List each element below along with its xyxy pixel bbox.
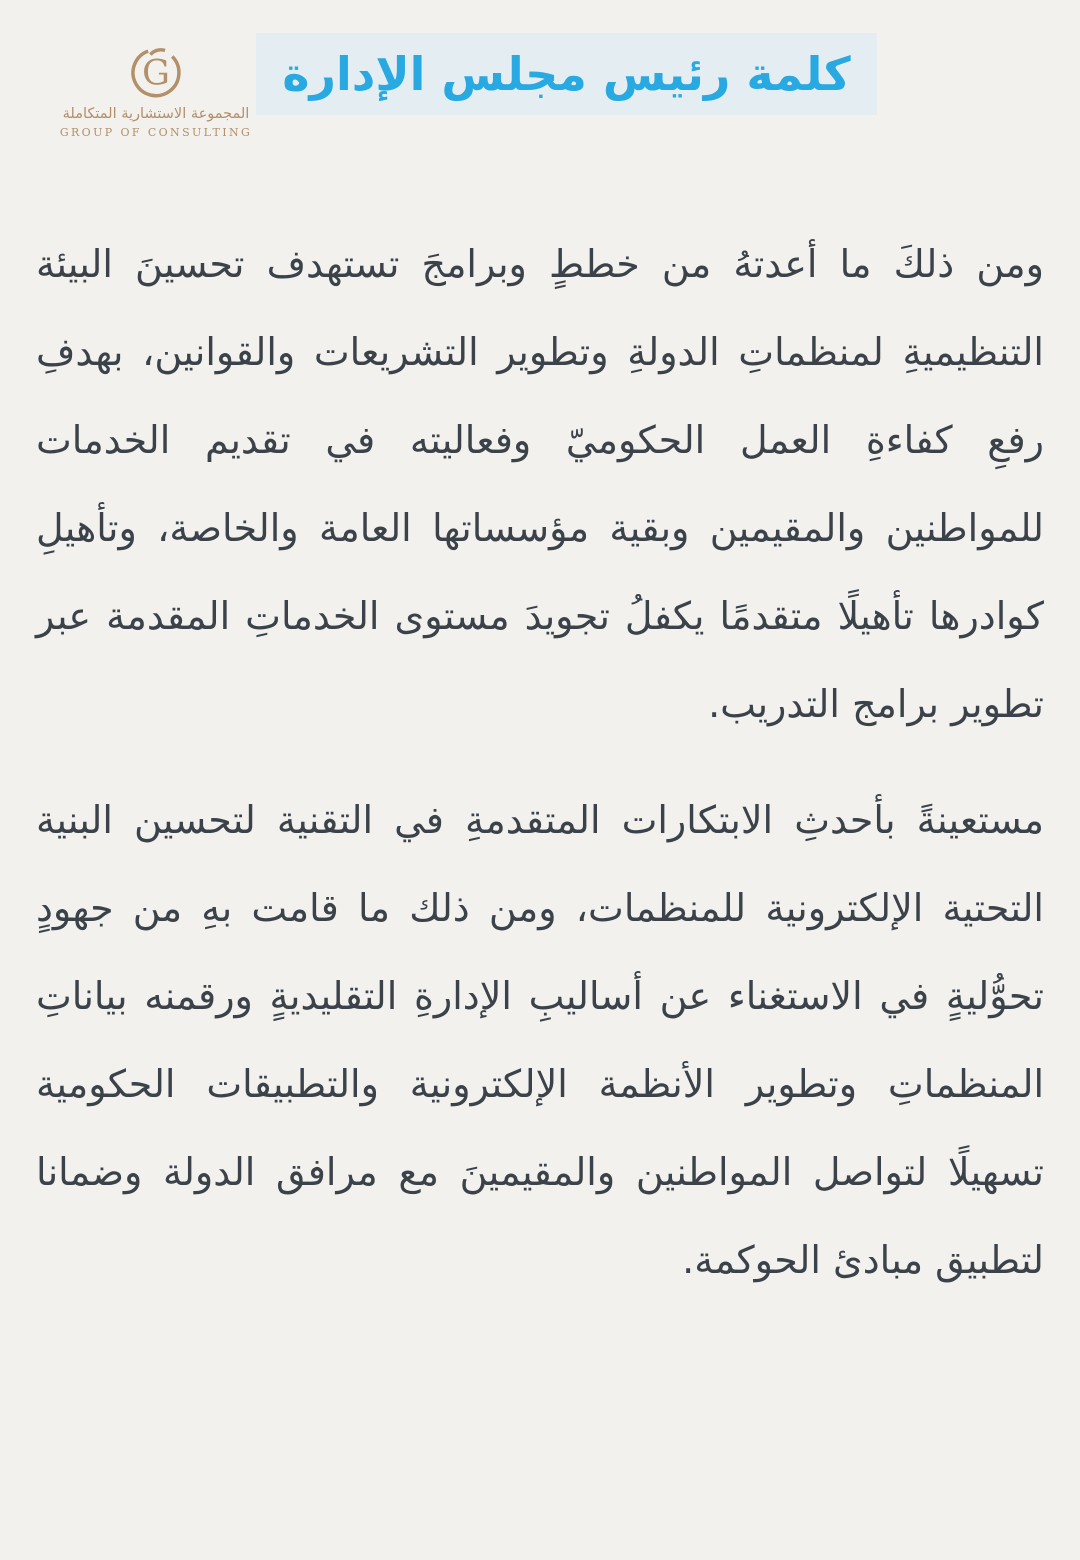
- paragraph-1: ومن ذلكَ ما أعدتهُ من خططٍ وبرامجَ تستهدف تحسينَ البيئة التنظيميةِ لمنظماتِ الدولةِ وتطوير التشريعات والقوانين، بهدفِ رفعِ كفاءةِ العمل الحكوميّ وفعاليته في تقديم الخدمات للمواطنين والمقيمين وبقية مؤسساتها العامة والخاصة، وتأهيلِ كوادرها تأهيلًا متقدمًا يكفلُ تجويدَ مستوى الخدماتِ المقدمة عبر تطوير برامج التدريب.: [36, 242, 1044, 726]
- page-title: كلمة رئيس مجلس الإدارة: [282, 47, 851, 101]
- page-title-band: [256, 33, 877, 115]
- logo-g-icon: [121, 40, 191, 104]
- chairman-message-body: [36, 220, 1044, 1332]
- logo-arabic-name: المجموعة الاستشارية المتكاملة: [62, 106, 250, 122]
- logo-english-name: GROUP OF CONSULTING: [59, 126, 253, 139]
- company-logo: [56, 40, 256, 139]
- logo-monogram-letter: G: [142, 53, 170, 94]
- paragraph-2: مستعينةً بأحدثِ الابتكارات المتقدمةِ في التقنية لتحسين البنية التحتية الإلكترونية للمنظمات، ومن ذلك ما قامت بهِ من جهودٍ تحوُّليةٍ في الاستغناء عن أساليبِ الإدارةِ التقليديةٍ ورقمنه بياناتِ المنظماتِ وتطوير الأنظمة الإلكترونية والتطبيقات الحكومية تسهيلًا لتواصل المواطنين والمقيمينَ مع مرافق الدولة وضمانا لتطبيق مبادئ الحوكمة.: [36, 798, 1044, 1282]
